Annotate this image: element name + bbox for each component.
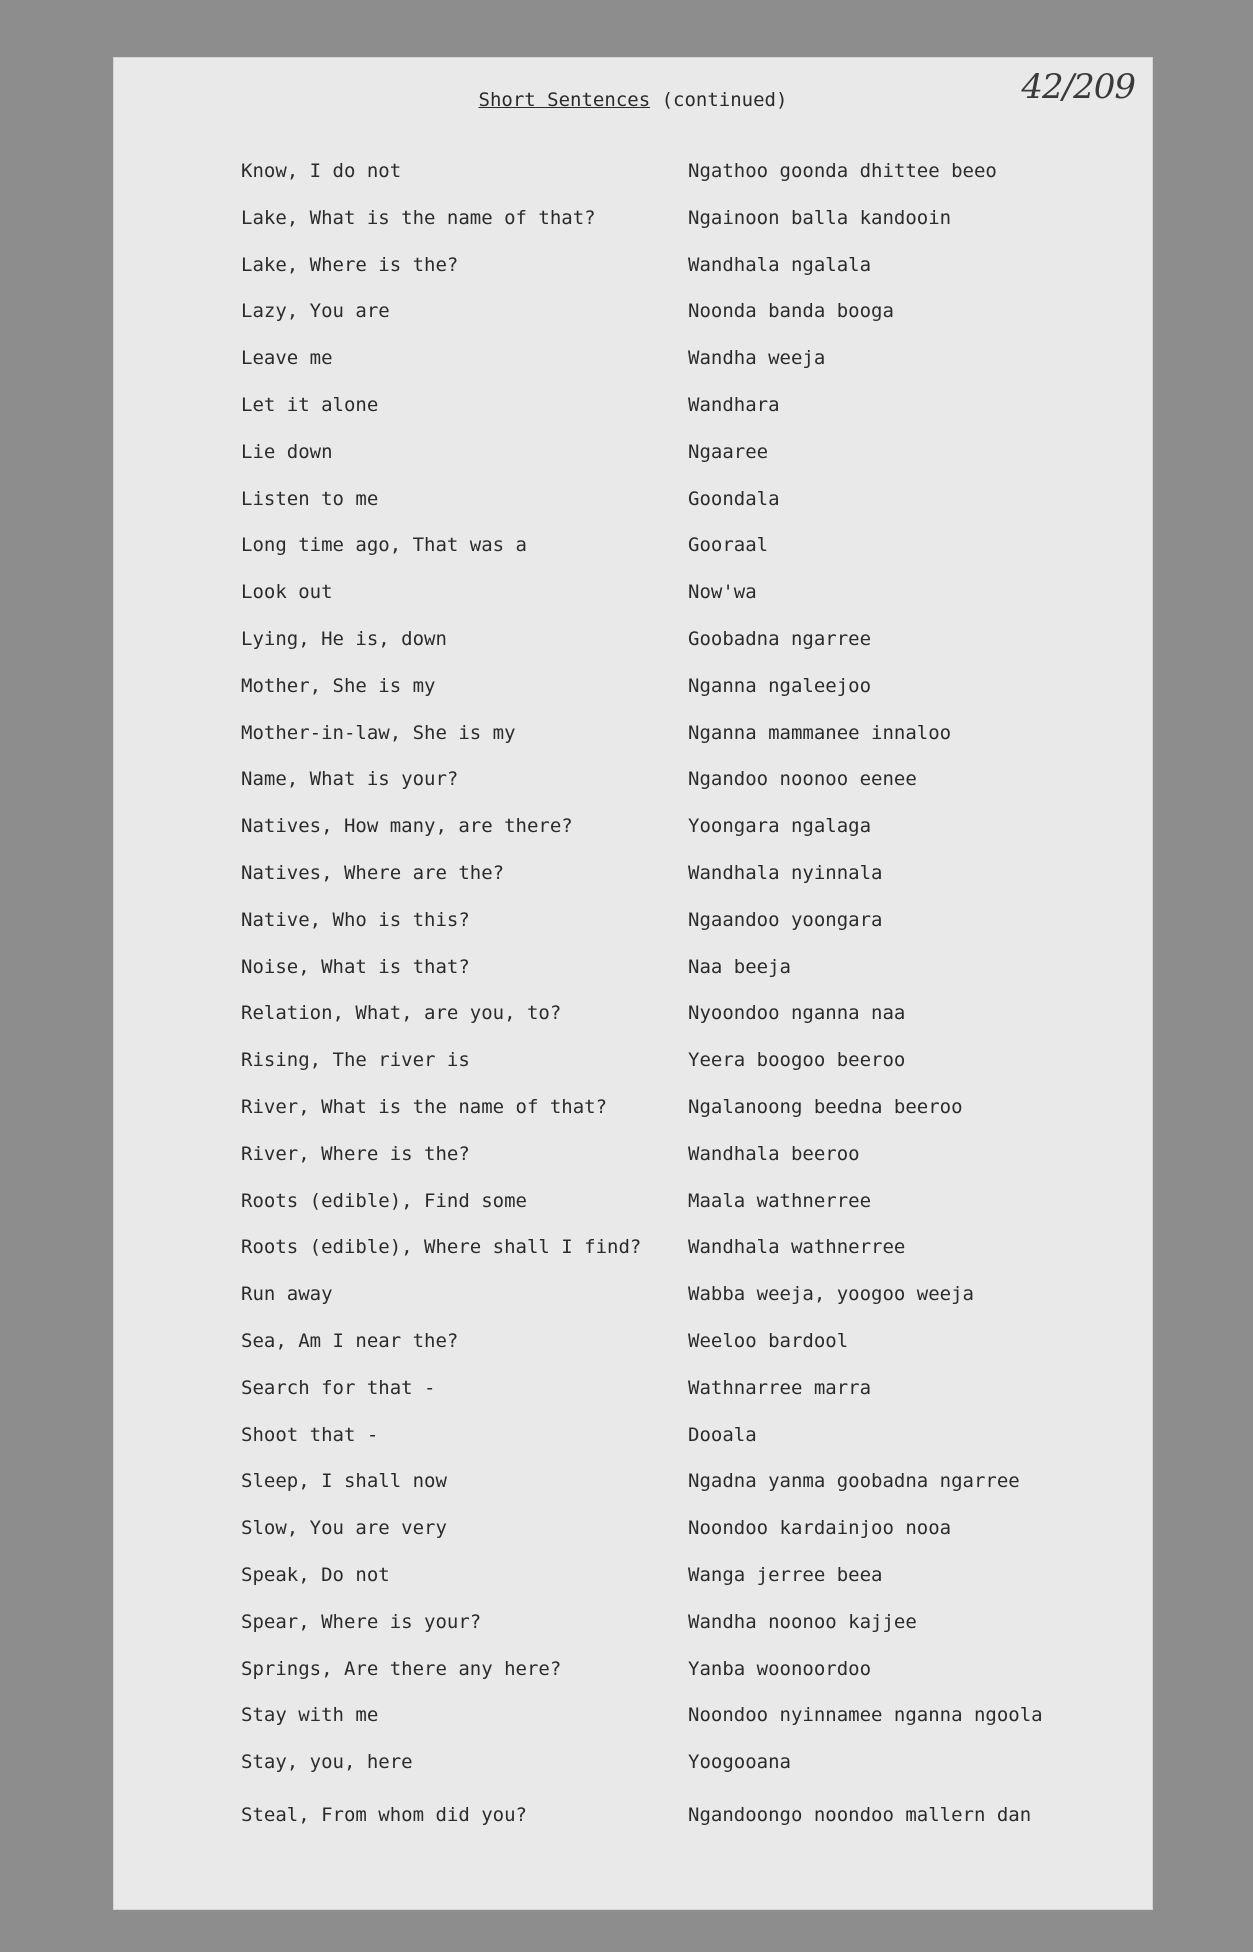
english-phrase: Noise, What is that? [241,955,470,978]
table-row [113,1377,1153,1409]
english-phrase: Shoot that - [241,1423,379,1446]
english-phrase: Lazy, You are [241,300,390,323]
aboriginal-translation: Ngandoo noonoo eenee [688,768,917,791]
aboriginal-translation: Wandha weeja [688,347,826,370]
table-row [113,488,1153,520]
table-row [113,1751,1153,1783]
english-phrase: Natives, Where are the? [241,862,505,884]
aboriginal-translation: Wandhala beeroo [688,1142,860,1165]
table-row [113,1804,1153,1836]
table-row [113,1658,1153,1690]
english-phrase: Spear, Where is your? [241,1610,482,1633]
table-row [113,956,1153,988]
table-row [113,160,1153,192]
english-phrase: Let it alone [241,394,379,416]
page-title [113,89,1153,111]
aboriginal-translation: Dooala [688,1423,757,1446]
table-row [113,815,1153,847]
aboriginal-translation: Yeera boogoo beeroo [688,1049,906,1072]
aboriginal-translation: Noondoo nyinnamee nganna ngoola [688,1704,1043,1727]
aboriginal-translation: Goobadna ngarree [688,628,872,650]
english-phrase: Lie down [241,440,333,463]
aboriginal-translation: Wanga jerree beea [688,1564,883,1586]
aboriginal-translation: Wandhala ngalala [688,253,872,276]
aboriginal-translation: Maala wathnerree [688,1189,872,1212]
aboriginal-translation: Wandhala nyinnala [688,862,883,884]
table-row [113,347,1153,379]
aboriginal-translation: Gooraal [688,534,769,557]
table-row [113,1096,1153,1128]
aboriginal-translation: Yoongara ngalaga [688,815,872,838]
english-phrase: Sleep, I shall now [241,1470,447,1493]
table-row [113,394,1153,426]
english-phrase: Roots (edible), Where shall I find? [241,1236,642,1259]
table-row [113,1517,1153,1549]
table-row [113,1424,1153,1456]
aboriginal-translation: Ngaaree [688,440,769,463]
table-row [113,1049,1153,1081]
english-phrase: Natives, How many, are there? [241,815,573,838]
aboriginal-translation: Wandha noonoo kajjee [688,1610,917,1633]
table-row [113,1704,1153,1736]
english-phrase: Roots (edible), Find some [241,1189,527,1212]
english-phrase: Sea, Am I near the? [241,1330,459,1352]
english-phrase: Stay, you, here [241,1751,413,1774]
aboriginal-translation: Nyoondoo nganna naa [688,1002,906,1025]
aboriginal-translation: Ngainoon balla kandooin [688,206,952,229]
english-phrase: Lying, He is, down [241,628,447,650]
table-row [113,581,1153,613]
table-row [113,1143,1153,1175]
english-phrase: Speak, Do not [241,1564,390,1586]
table-row [113,1330,1153,1362]
english-phrase: Lake, Where is the? [241,253,459,276]
aboriginal-translation: Ngadna yanma goobadna ngarree [688,1470,1020,1493]
aboriginal-translation: Goondala [688,487,780,510]
english-phrase: Look out [241,581,333,604]
english-phrase: Search for that - [241,1376,436,1399]
aboriginal-translation: Weeloo bardool [688,1330,849,1352]
english-phrase: River, What is the name of that? [241,1096,608,1118]
document-page [113,57,1153,1910]
english-phrase: Stay with me [241,1704,379,1727]
aboriginal-translation: Yoogooana [688,1751,791,1774]
english-phrase: Name, What is your? [241,768,459,791]
aboriginal-translation: Ngathoo goonda dhittee beeo [688,160,997,182]
table-row [113,1190,1153,1222]
aboriginal-translation: Wathnarree marra [688,1376,872,1399]
aboriginal-translation: Ngalanoong beedna beeroo [688,1096,963,1118]
table-row [113,254,1153,286]
english-phrase: Steal, From whom did you? [241,1804,527,1826]
aboriginal-translation: Wandhara [688,394,780,416]
english-phrase: River, Where is the? [241,1142,470,1165]
aboriginal-translation: Nganna ngaleejoo [688,674,872,697]
aboriginal-translation: Now'wa [688,581,757,604]
table-row [113,1564,1153,1596]
table-row [113,909,1153,941]
english-phrase: Leave me [241,347,333,370]
aboriginal-translation: Naa beeja [688,955,791,978]
table-row [113,1236,1153,1268]
table-row [113,441,1153,473]
aboriginal-translation: Ngandoongo noondoo mallern dan [688,1804,1032,1826]
english-phrase: Run away [241,1283,333,1306]
aboriginal-translation: Wandhala wathnerree [688,1236,906,1259]
table-row [113,768,1153,800]
aboriginal-translation: Ngaandoo yoongara [688,908,883,931]
table-row [113,300,1153,332]
english-phrase: Native, Who is this? [241,908,470,931]
table-row [113,1002,1153,1034]
folio-number: 42/209 [1021,67,1135,107]
english-phrase: Relation, What, are you, to? [241,1002,562,1025]
english-phrase: Listen to me [241,487,379,510]
english-phrase: Springs, Are there any here? [241,1657,562,1680]
table-row [113,1470,1153,1502]
english-phrase: Mother-in-law, She is my [241,721,516,744]
title-main: Short Sentences [478,89,651,111]
english-phrase: Rising, The river is [241,1049,470,1072]
title-suffix: (continued) [661,89,788,111]
table-row [113,1611,1153,1643]
aboriginal-translation: Noondoo kardainjoo nooa [688,1517,952,1540]
aboriginal-translation: Noonda banda booga [688,300,894,323]
english-phrase: Mother, She is my [241,674,436,697]
table-row [113,675,1153,707]
aboriginal-translation: Yanba woonoordoo [688,1657,872,1680]
english-phrase: Long time ago, That was a [241,534,527,557]
table-row [113,1283,1153,1315]
aboriginal-translation: Nganna mammanee innaloo [688,721,952,744]
english-phrase: Lake, What is the name of that? [241,206,596,229]
table-row [113,722,1153,754]
table-row [113,207,1153,239]
aboriginal-translation: Wabba weeja, yoogoo weeja [688,1283,974,1306]
table-row [113,628,1153,660]
english-phrase: Slow, You are very [241,1517,447,1540]
english-phrase: Know, I do not [241,160,402,182]
table-row [113,862,1153,894]
table-row [113,534,1153,566]
